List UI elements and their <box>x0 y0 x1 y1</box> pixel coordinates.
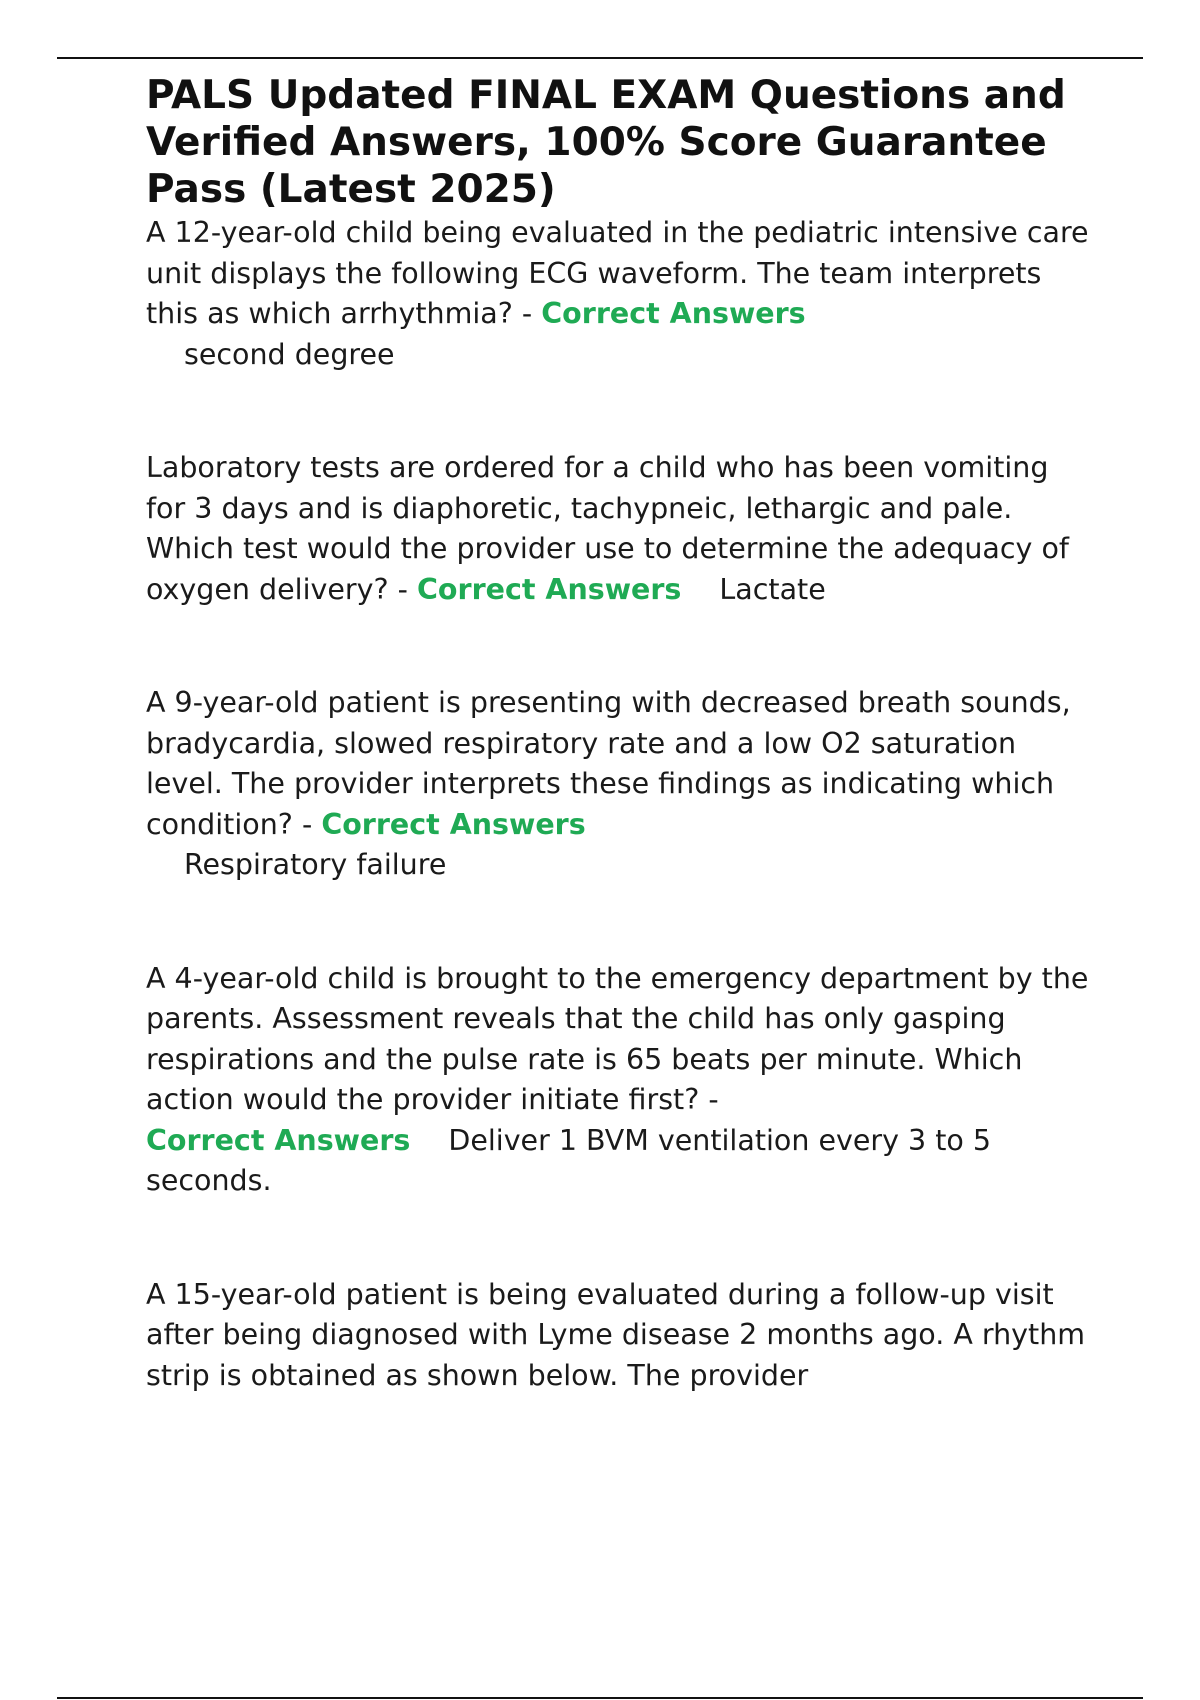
question-text: A 15-year-old patient is being evaluated during a follow-up visit after being diagnosed with Lyme disease 2 months ago. A rhythm strip is obtained as shown below. The provider <box>146 1277 1086 1392</box>
qa-item-5 <box>146 1275 1096 1397</box>
correct-answers-label: Correct Answers <box>541 297 806 330</box>
question-text: A 4-year-old child is brought to the emergency department by the parents. Assessment reveals that the child has only gasping respirations and the pulse rate is 65 beats per minute. Which action would the provider initiate first? - <box>146 961 1089 1116</box>
answer-text: Lactate <box>719 572 826 606</box>
bottom-rule <box>57 1697 1143 1699</box>
correct-answers-label: Correct Answers <box>321 807 586 841</box>
question-text: A 12-year-old child being evaluated in the pediatric intensive care unit displays the following ECG waveform. The team interprets this as which arrhythmia? - <box>146 216 1089 330</box>
qa-item-3 <box>146 683 1096 886</box>
question-text: Laboratory tests are ordered for a child who has been vomiting for 3 days and is diaphoretic, tachypneic, lethargic and pale. Which test would the provider use to determine the adequacy of oxygen delivery? - <box>146 451 1069 606</box>
top-rule <box>57 57 1143 59</box>
correct-answers-label: Correct Answers <box>417 572 682 606</box>
qa-item-4 <box>146 959 1096 1202</box>
answer-text: second degree <box>184 337 395 371</box>
correct-answers-label: Correct Answers <box>146 1123 411 1157</box>
answer-text: Respiratory failure <box>184 848 447 881</box>
question-text: A 9-year-old patient is presenting with decreased breath sounds, bradycardia, slowed respiratory rate and a low O2 saturation level. The provider interprets these findings as indicating which condition? - <box>146 686 1071 841</box>
qa-item-2 <box>146 448 1096 610</box>
document-title: PALS Updated FINAL EXAM Questions and Verified Answers, 100% Score Guarantee Pass (Latest 2025) <box>146 73 1066 212</box>
qa-item-1 <box>146 213 1096 375</box>
answer-text: Deliver 1 BVM ventilation every 3 to 5 seconds. <box>146 1123 992 1197</box>
page-content <box>146 72 1096 1396</box>
